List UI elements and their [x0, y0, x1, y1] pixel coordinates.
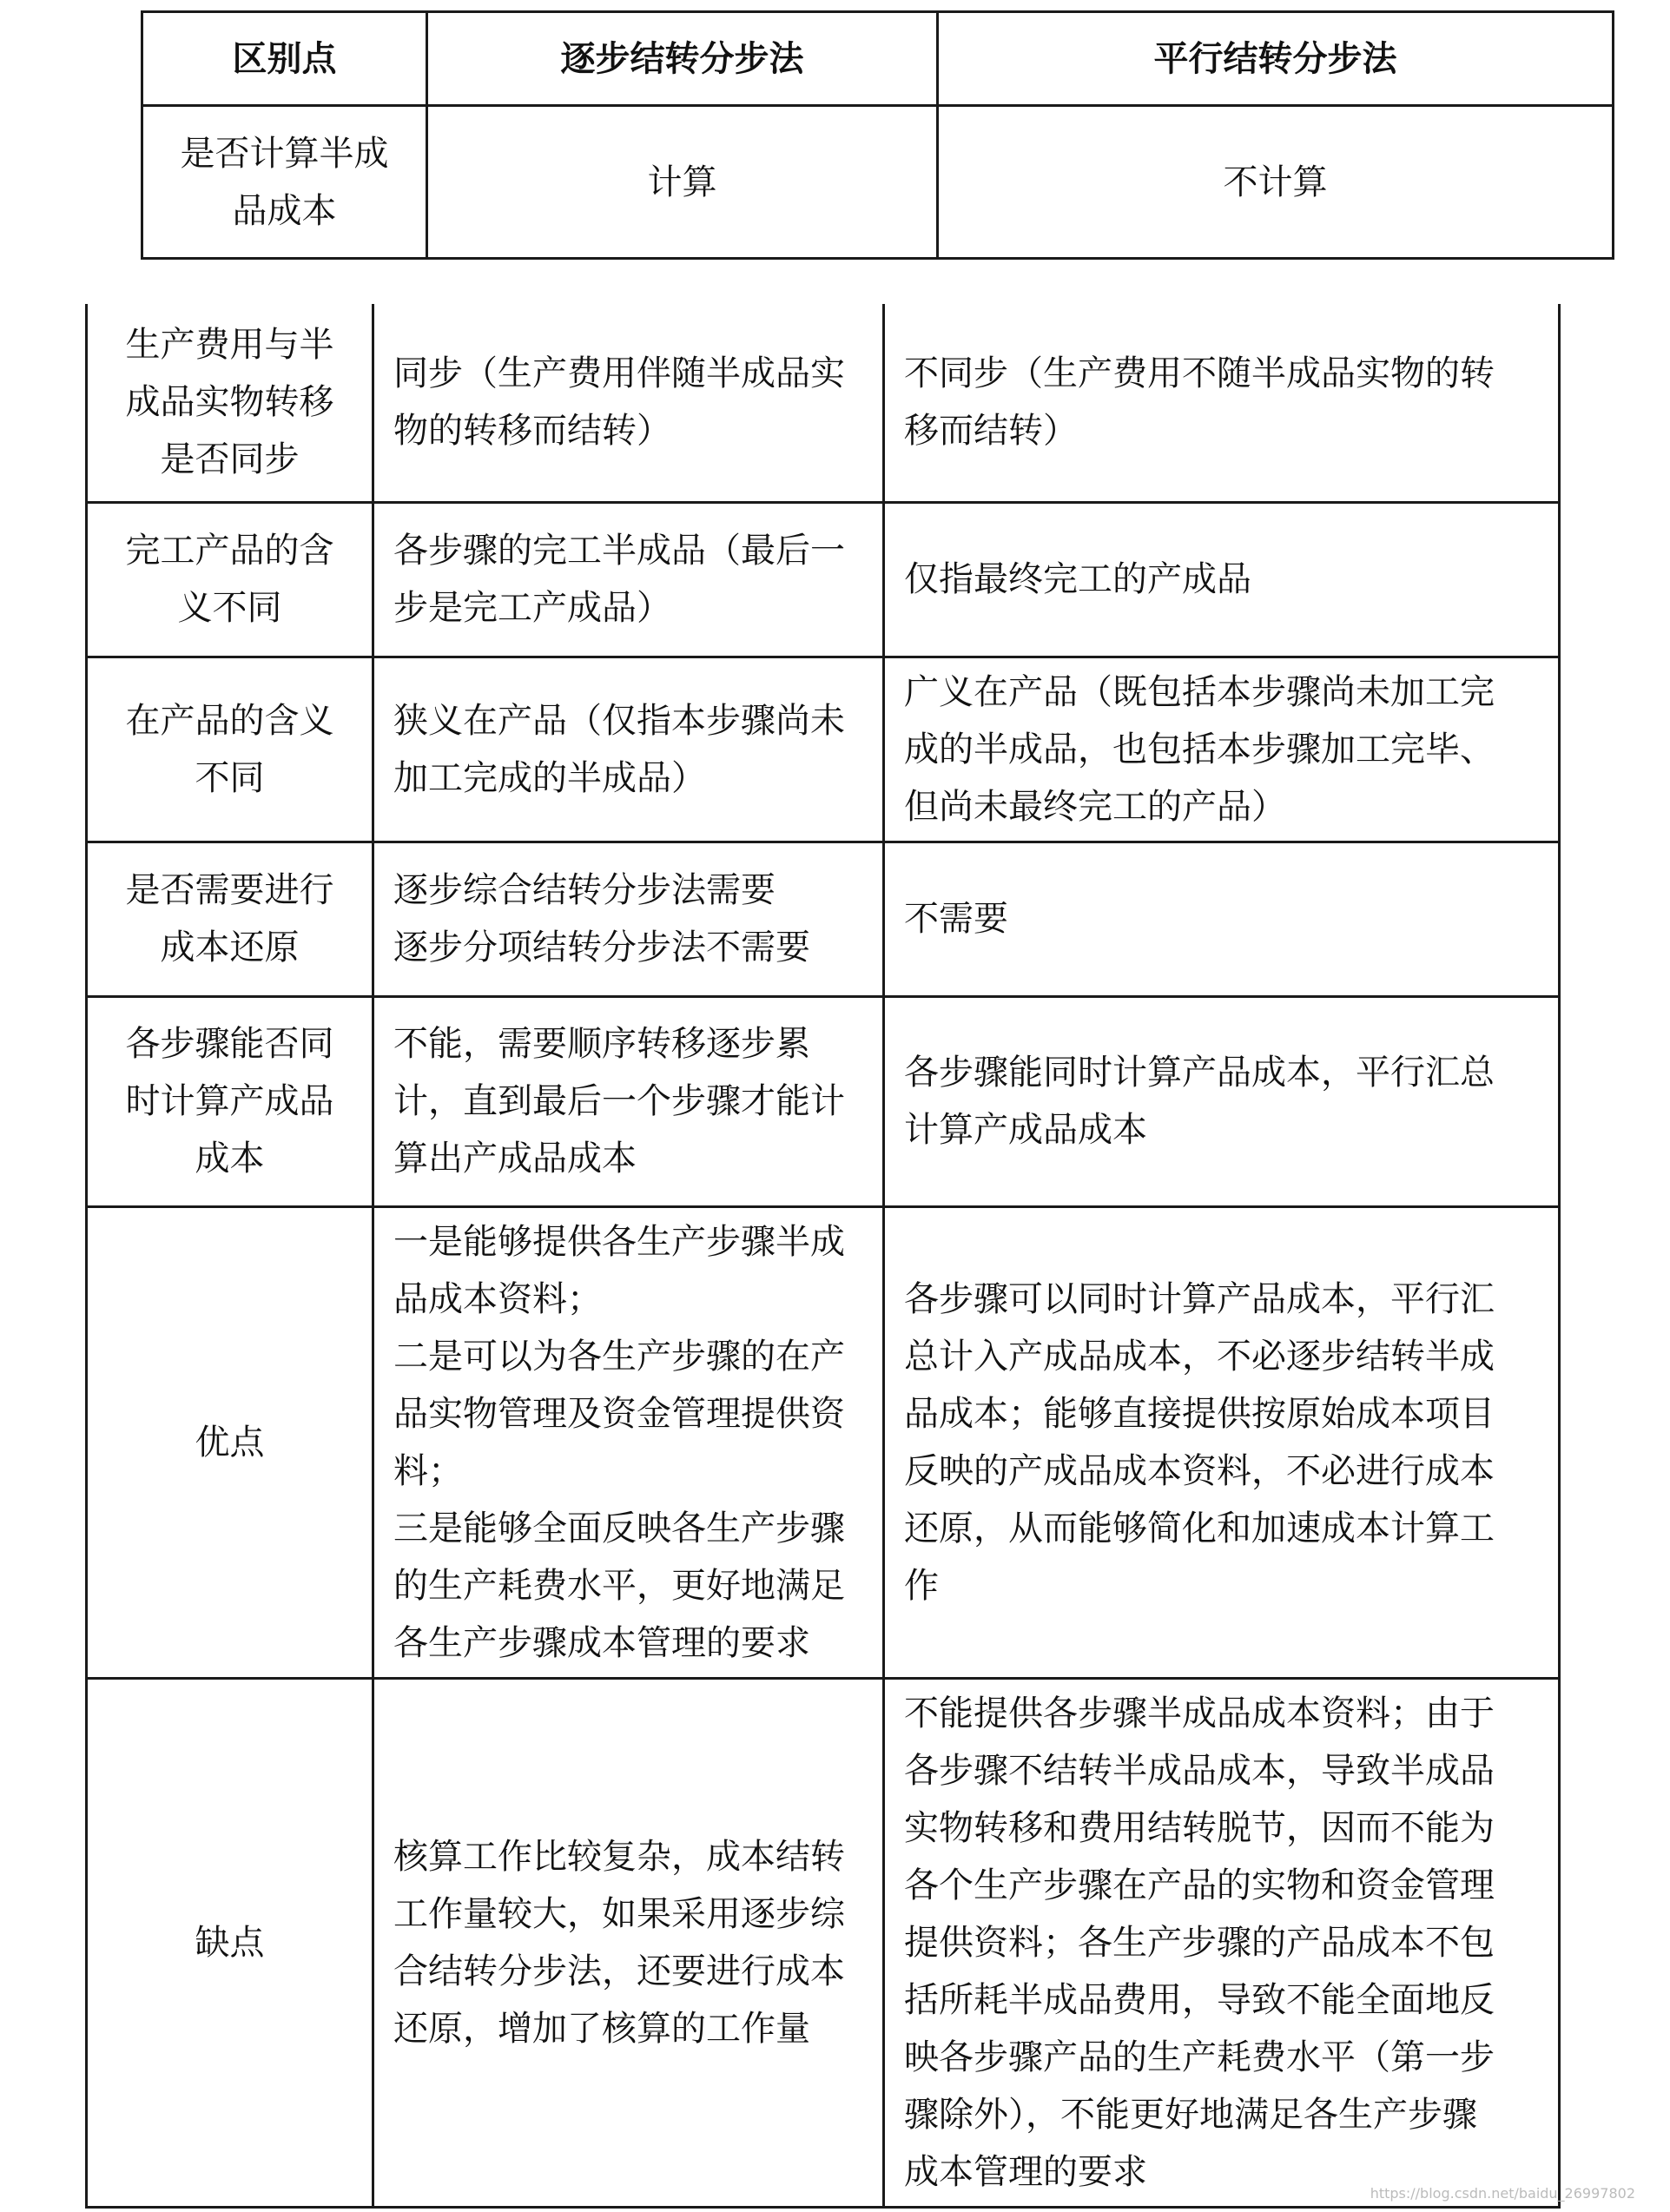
row-stepwise — [373, 657, 884, 842]
text-line: 计，直到最后一个步骤才能计 — [393, 1081, 845, 1121]
row-point — [87, 996, 373, 1206]
text-line: 成品实物转移 — [125, 382, 334, 423]
table-row — [87, 502, 1560, 657]
text-line: 工作量较大，如果采用逐步综 — [393, 1893, 845, 1934]
row-point — [87, 1678, 373, 2207]
row-stepwise — [373, 502, 884, 657]
text-line: 加工完成的半成品） — [393, 757, 706, 798]
table-row — [87, 1678, 1560, 2207]
text-line: 各步骤可以同时计算产品成本，平行汇 — [904, 1278, 1495, 1319]
text-line: 品成本 — [232, 190, 337, 231]
text-line: 成本还原 — [160, 928, 300, 967]
row-parallel — [884, 1678, 1560, 2207]
text-line: 在产品的含义 — [125, 700, 334, 741]
text-line: 移而结转） — [904, 411, 1078, 452]
text-line: 合结转分步法，还要进行成本 — [393, 1951, 845, 1991]
table-row — [87, 996, 1560, 1206]
table-row — [87, 842, 1560, 996]
text-line: 成的半成品，也包括本步骤加工完毕、 — [904, 729, 1495, 769]
row-parallel — [884, 657, 1560, 842]
text-line: 优点 — [195, 1422, 265, 1463]
table-row — [87, 657, 1560, 842]
text-line: 成本 — [195, 1139, 265, 1179]
text-line: 各生产步骤成本管理的要求 — [393, 1622, 810, 1663]
text-line: 各个生产步骤在产品的实物和资金管理 — [904, 1865, 1495, 1905]
row-stepwise — [373, 842, 884, 996]
row-point — [142, 106, 427, 259]
table-row — [87, 1206, 1560, 1678]
row-parallel — [884, 996, 1560, 1206]
text-line: 各步骤能否同 — [125, 1024, 334, 1064]
text-line: 不能，需要顺序转移逐步累 — [393, 1024, 810, 1064]
text-line: 生产费用与半 — [125, 325, 334, 366]
text-line: 时计算产成品 — [125, 1081, 334, 1121]
row-parallel — [884, 304, 1560, 502]
text-line: 广义在产品（既包括本步骤尚未加工完 — [904, 671, 1495, 712]
text-line: 计算产成品成本 — [904, 1110, 1147, 1150]
text-line: 不需要 — [904, 899, 1008, 939]
text-line: 核算工作比较复杂，成本结转 — [393, 1836, 845, 1877]
table-row — [142, 106, 1614, 259]
text-line: 但尚未最终完工的产品） — [904, 786, 1286, 827]
text-line: 是否需要进行 — [125, 870, 334, 910]
row-point — [87, 842, 373, 996]
text-line: 还原，增加了核算的工作量 — [393, 2008, 810, 2049]
text-line: 同步（生产费用伴随半成品实 — [393, 353, 845, 394]
header-point: 区别点 — [142, 12, 427, 106]
text-line: 各步骤的完工半成品（最后一 — [393, 531, 845, 571]
text-line: 算出产成品成本 — [393, 1139, 637, 1179]
row-parallel: 不计算 — [938, 106, 1614, 259]
text-line: 义不同 — [177, 588, 282, 628]
comparison-rows — [87, 304, 1560, 2207]
text-line: 总计入产成品成本，不必逐步结转半成 — [904, 1336, 1495, 1377]
text-line: 物的转移而结转） — [393, 411, 671, 452]
text-line: 作 — [904, 1565, 939, 1606]
watermark: https://blog.csdn.net/baidu_26997802 — [1370, 2185, 1635, 2202]
text-line: 是否计算半成 — [180, 133, 389, 174]
row-stepwise — [373, 304, 884, 502]
text-line: 步是完工产成品） — [393, 588, 671, 628]
text-line: 不能提供各步骤半成品成本资料；由于 — [904, 1693, 1495, 1733]
text-line: 二是可以为各生产步骤的在产 — [393, 1336, 845, 1377]
text-line: 是否同步 — [160, 439, 300, 480]
text-line: 完工产品的含 — [125, 531, 334, 571]
row-parallel — [884, 1206, 1560, 1678]
text-line: 缺点 — [195, 1922, 265, 1963]
text-line: 品实物管理及资金管理提供资 — [393, 1393, 845, 1434]
row-parallel — [884, 842, 1560, 996]
text-line: 逐步综合结转分步法需要 — [393, 870, 776, 910]
text-line: 提供资料；各生产步骤的产品成本不包 — [904, 1922, 1495, 1963]
text-line: 反映的产成品成本资料，不必进行成本 — [904, 1450, 1495, 1491]
table-row — [87, 304, 1560, 502]
row-stepwise — [373, 996, 884, 1206]
text-line: 品成本；能够直接提供按原始成本项目 — [904, 1393, 1495, 1434]
row-stepwise — [373, 1678, 884, 2207]
text-line: 成本管理的要求 — [904, 2151, 1147, 2192]
text-line: 的生产耗费水平，更好地满足 — [393, 1565, 845, 1606]
text-line: 狭义在产品（仅指本步骤尚未 — [393, 700, 845, 741]
text-line: 映各步骤产品的生产耗费水平（第一步 — [904, 2037, 1495, 2077]
text-line: 实物转移和费用结转脱节，因而不能为 — [904, 1807, 1495, 1848]
comparison-table — [85, 304, 1561, 2209]
text-line: 仅指最终完工的产成品 — [904, 559, 1251, 599]
text-line: 骤除外），不能更好地满足各生产步骤 — [904, 2094, 1477, 2135]
text-line: 括所耗半成品费用，导致不能全面地反 — [904, 1979, 1495, 2020]
text-line: 一是能够提供各生产步骤半成 — [393, 1221, 845, 1262]
row-parallel — [884, 502, 1560, 657]
text-line: 逐步分项结转分步法不需要 — [393, 928, 810, 967]
header-table — [141, 10, 1614, 260]
row-point — [87, 502, 373, 657]
row-point — [87, 657, 373, 842]
row-point — [87, 304, 373, 502]
text-line: 不同 — [195, 757, 265, 798]
text-line: 品成本资料； — [393, 1278, 602, 1319]
row-point — [87, 1206, 373, 1678]
header-stepwise: 逐步结转分步法 — [427, 12, 938, 106]
text-line: 三是能够全面反映各生产步骤 — [393, 1508, 845, 1548]
text-line: 各步骤能同时计算产品成本，平行汇总 — [904, 1053, 1495, 1093]
text-line: 料； — [393, 1450, 463, 1491]
text-line: 不同步（生产费用不随半成品实物的转 — [904, 353, 1495, 394]
row-stepwise — [373, 1206, 884, 1678]
header-row — [142, 12, 1614, 106]
text-line: 还原，从而能够简化和加速成本计算工 — [904, 1508, 1495, 1548]
header-parallel: 平行结转分步法 — [938, 12, 1614, 106]
row-stepwise: 计算 — [427, 106, 938, 259]
text-line: 各步骤不结转半成品成本，导致半成品 — [904, 1750, 1495, 1791]
